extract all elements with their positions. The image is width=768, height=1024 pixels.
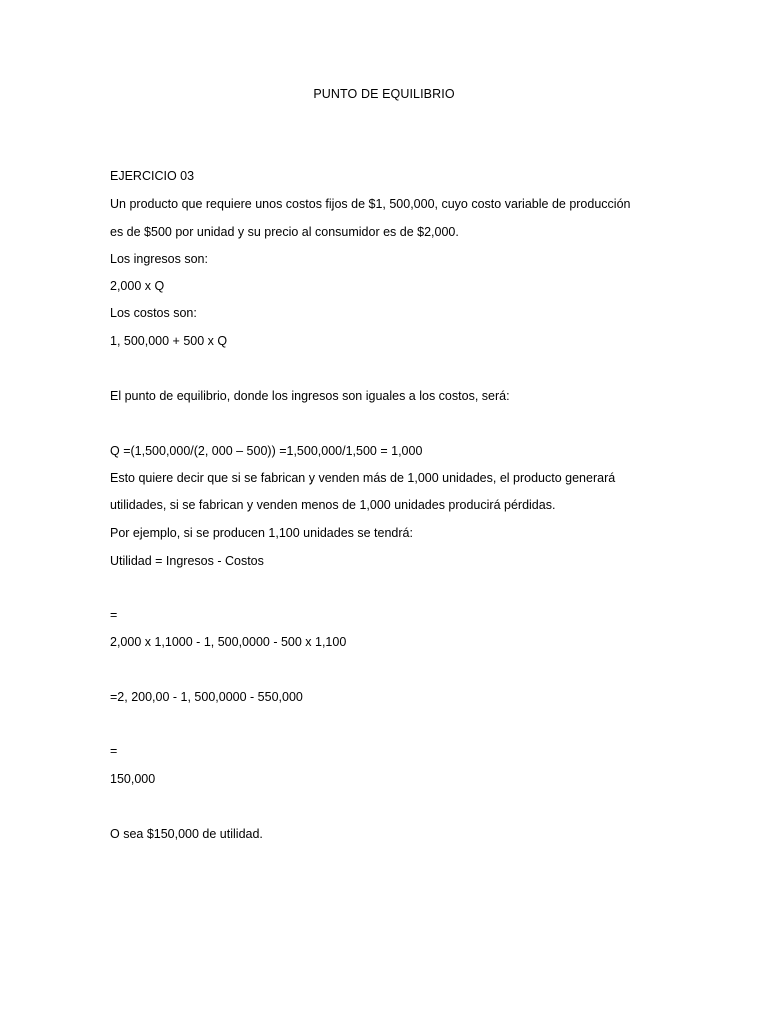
profit-calculation-step-1: 2,000 x 1,1000 - 1, 500,0000 - 500 x 1,100 <box>110 635 347 649</box>
profit-result: 150,000 <box>110 772 156 786</box>
break-even-formula: Q =(1,500,000/(2, 000 – 500)) =1,500,000/1,500 = 1,000 <box>110 444 423 458</box>
exercise-heading: EJERCICIO 03 <box>110 169 195 183</box>
explanation-line-2: utilidades, si se fabrican y venden menos de 1,000 unidades producirá pérdidas. <box>110 498 556 512</box>
problem-statement-line-1: Un producto que requiere unos costos fijos de $1, 500,000, cuyo costo variable de producción <box>110 197 631 211</box>
revenue-formula: 2,000 x Q <box>110 279 165 293</box>
example-intro: Por ejemplo, si se producen 1,100 unidades se tendrá: <box>110 526 413 540</box>
costs-label: Los costos son: <box>110 306 197 320</box>
costs-formula: 1, 500,000 + 500 x Q <box>110 334 228 348</box>
equals-sign-2: = <box>110 744 118 758</box>
profit-definition: Utilidad = Ingresos - Costos <box>110 554 264 568</box>
document-title: PUNTO DE EQUILIBRIO <box>313 87 455 101</box>
profit-calculation-step-2: =2, 200,00 - 1, 500,0000 - 550,000 <box>110 690 303 704</box>
conclusion: O sea $150,000 de utilidad. <box>110 827 263 841</box>
problem-statement-line-2: es de $500 por unidad y su precio al consumidor es de $2,000. <box>110 225 459 239</box>
break-even-intro: El punto de equilibrio, donde los ingresos son iguales a los costos, será: <box>110 389 510 403</box>
explanation-line-1: Esto quiere decir que si se fabrican y venden más de 1,000 unidades, el producto generará <box>110 471 616 485</box>
equals-sign-1: = <box>110 608 118 622</box>
revenue-label: Los ingresos son: <box>110 252 208 266</box>
